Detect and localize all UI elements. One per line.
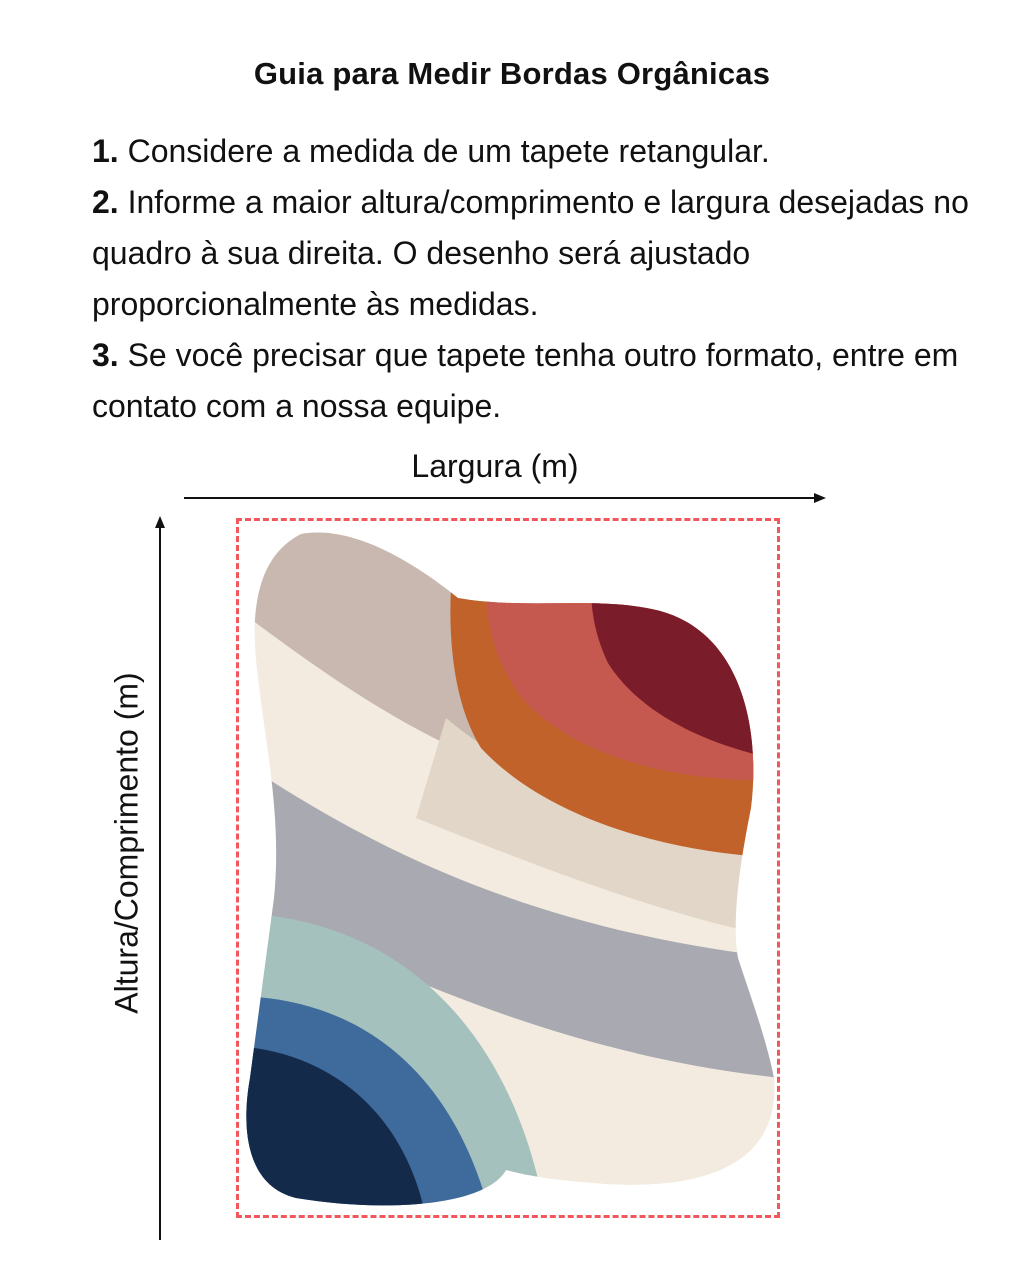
step-text: Informe a maior altura/comprimento e largura desejadas no quadro à sua direita. O desenho será ajustado proporcionalmente às medidas. — [92, 184, 969, 322]
step-text: Considere a medida de um tapete retangular. — [118, 133, 770, 169]
step-number: 2. — [92, 184, 119, 220]
height-axis-label: Altura/Comprimento (m) — [108, 672, 145, 1014]
step-number: 1. — [92, 133, 119, 169]
organic-rug-image — [236, 518, 780, 1218]
step-2 — [92, 177, 972, 330]
step-3 — [92, 330, 972, 432]
width-axis-label: Largura (m) — [411, 448, 579, 484]
instructions-list — [92, 126, 972, 432]
step-text: Se você precisar que tapete tenha outro formato, entre em contato com a nossa equipe. — [92, 337, 959, 424]
page-title: Guia para Medir Bordas Orgânicas — [253, 56, 771, 91]
height-arrow-icon — [150, 514, 170, 1240]
width-arrow-icon — [184, 488, 828, 508]
step-1 — [92, 126, 972, 177]
step-number: 3. — [92, 337, 119, 373]
